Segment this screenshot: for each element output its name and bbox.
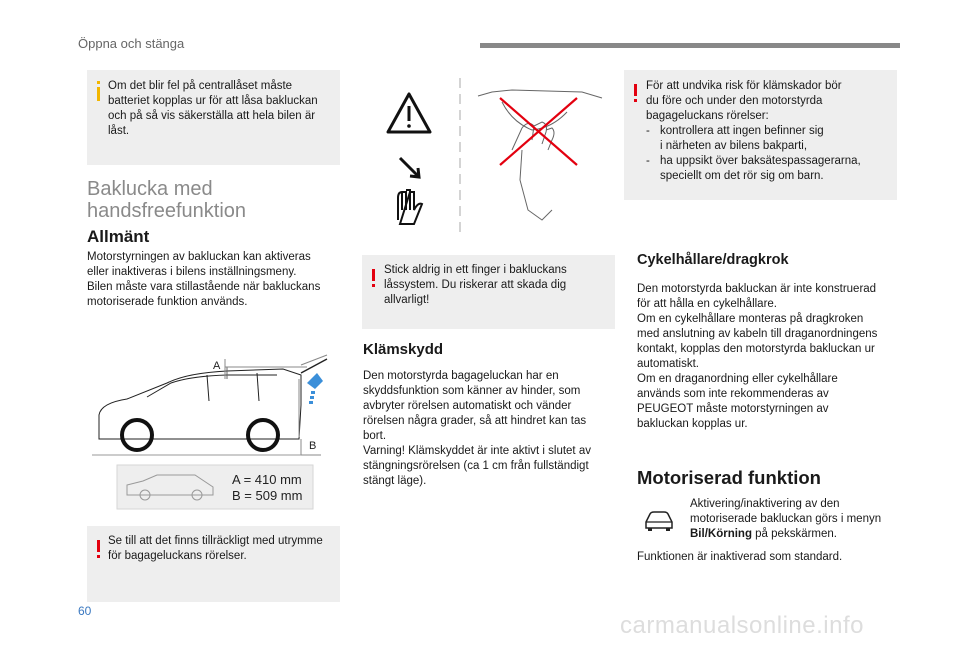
text-line: används som inte rekommenderas av — [637, 388, 829, 400]
text-line: avbryter rörelsen automatiskt och vänder — [363, 400, 572, 412]
text-line: Aktivering/inaktivering av den — [690, 498, 840, 510]
body-text — [363, 369, 591, 489]
text-line: Om en cykelhållare monteras på dragkroken — [637, 313, 864, 325]
header-bar — [480, 43, 900, 48]
text-line: stängt läge). — [363, 475, 427, 487]
warning-icon — [97, 540, 100, 552]
hand-arrow-icon — [398, 158, 422, 224]
text-line: låssystem. Du riskerar att skada dig — [384, 279, 567, 291]
list-item — [646, 154, 861, 184]
text-line: PEUGEOT måste motorstyrningen av — [637, 403, 829, 415]
text-line: med anslutning av kabeln till draganordningens — [637, 328, 878, 340]
page-number: 60 — [78, 604, 92, 618]
sub-heading-cykelhallare: Cykelhållare/dragkrok — [637, 252, 789, 268]
text-line: skyddsfunktion som känner av hinder, som — [363, 385, 581, 397]
text-line: motoriserade funktion används. — [87, 296, 248, 308]
mid-heading-motoriserad: Motoriserad funktion — [637, 467, 821, 488]
heading-line: Baklucka med — [87, 178, 213, 200]
text-line: Om en draganordning eller cykelhållare — [637, 373, 838, 385]
text-line: motoriserade bakluckan görs i menyn — [690, 513, 882, 525]
warning-box — [362, 255, 615, 329]
warning-triangle-icon — [388, 94, 430, 132]
section-heading-allmant: Allmänt — [87, 227, 150, 246]
info-box-text — [108, 79, 318, 139]
icon-text — [690, 497, 881, 542]
text-line: Stick aldrig in ett finger i bakluckans — [384, 264, 567, 276]
text-line: eller inaktiveras i bilens inställningsmeny. — [87, 266, 297, 278]
dim-a: A = 410 mm — [232, 472, 302, 487]
prohibition-cross-icon — [500, 98, 577, 165]
body-text — [87, 250, 320, 310]
label-a: A — [213, 360, 221, 372]
warning-icon — [372, 269, 375, 281]
text-line: automatiskt. — [637, 358, 699, 370]
menu-path: Bil/Körning — [690, 528, 752, 540]
text-line: Den motorstyrda bakluckan är inte konstruerad — [637, 283, 877, 295]
text-line: Den motorstyrda bagageluckan har en — [363, 370, 559, 382]
finger-warning-illustration — [362, 70, 615, 240]
text-line: bagageluckans rörelser: — [646, 110, 769, 122]
footer-note: Funktionen är inaktiverad som standard. — [637, 551, 843, 563]
text-line: för bagageluckans rörelser. — [108, 550, 247, 562]
warning-box-text — [108, 534, 323, 564]
text-line: bort. — [363, 430, 387, 442]
text-line: Motorstyrningen av bakluckan kan aktiveras — [87, 251, 311, 263]
front-wheel — [122, 420, 152, 450]
heading-line: handsfreefunktion — [87, 200, 247, 222]
car-icon — [642, 508, 676, 532]
tailgate-hand-illustration — [478, 90, 602, 220]
warning-box-text — [646, 79, 861, 184]
text-line: ha uppsikt över baksätespassagerarna, — [660, 155, 861, 167]
text-line: du före och under den motorstyrda — [646, 95, 823, 107]
big-heading — [87, 178, 246, 222]
text-line: speciellt om det rör sig om barn. — [660, 170, 824, 182]
label-b: B — [309, 440, 317, 452]
section-heading-klamskydd: Klämskydd — [363, 341, 444, 358]
text-line: rörelsen några grader, så att hindret kan tas — [363, 415, 587, 427]
text-line: Varning! Klämskyddet är inte aktivt i slutet av — [363, 445, 591, 457]
warning-icon — [634, 84, 637, 96]
watermark: carmanualsonline.info — [620, 612, 864, 639]
car-clearance-diagram — [87, 345, 340, 515]
rear-wheel — [248, 420, 278, 450]
header-section-title: Öppna och stänga — [78, 36, 185, 51]
text-line: batteriet kopplas ur för att låsa bakluckan — [108, 95, 318, 107]
list-item — [646, 124, 861, 154]
body-text — [637, 282, 877, 432]
info-box — [87, 70, 340, 165]
text-line: stängningsrörelsen (ca 1 cm från fullständigt — [363, 460, 589, 472]
dim-b: B = 509 mm — [232, 488, 303, 503]
text-fragment: på pekskärmen. — [751, 528, 837, 540]
text-line: Om det blir fel på centrallåset måste — [108, 80, 293, 92]
person-icon — [307, 373, 323, 404]
info-icon — [97, 87, 100, 101]
text-line — [690, 527, 881, 542]
text-line: för att hålla en cykelhållare. — [637, 298, 777, 310]
text-line: allvarligt! — [384, 294, 430, 306]
text-line: och på så vis säkerställa att hela bilen är — [108, 110, 316, 122]
warning-box-text — [384, 263, 567, 308]
text-line: i närheten av bilens bakparti, — [660, 140, 808, 152]
text-line: bakluckan kopplas ur. — [637, 418, 748, 430]
text-line: kontrollera att ingen befinner sig — [660, 125, 824, 137]
warning-list — [646, 124, 861, 184]
warning-box — [87, 526, 340, 602]
text-line: kontakt, kopplas den motorstyrda bakluckan ur — [637, 343, 875, 355]
text-line: låst. — [108, 125, 130, 137]
text-line: Se till att det finns tillräckligt med utrymme — [108, 535, 323, 547]
text-line: Bilen måste vara stillastående när bakluckans — [87, 281, 321, 293]
warning-box — [624, 70, 897, 200]
text-line: För att undvika risk för klämskador bör — [646, 80, 842, 92]
